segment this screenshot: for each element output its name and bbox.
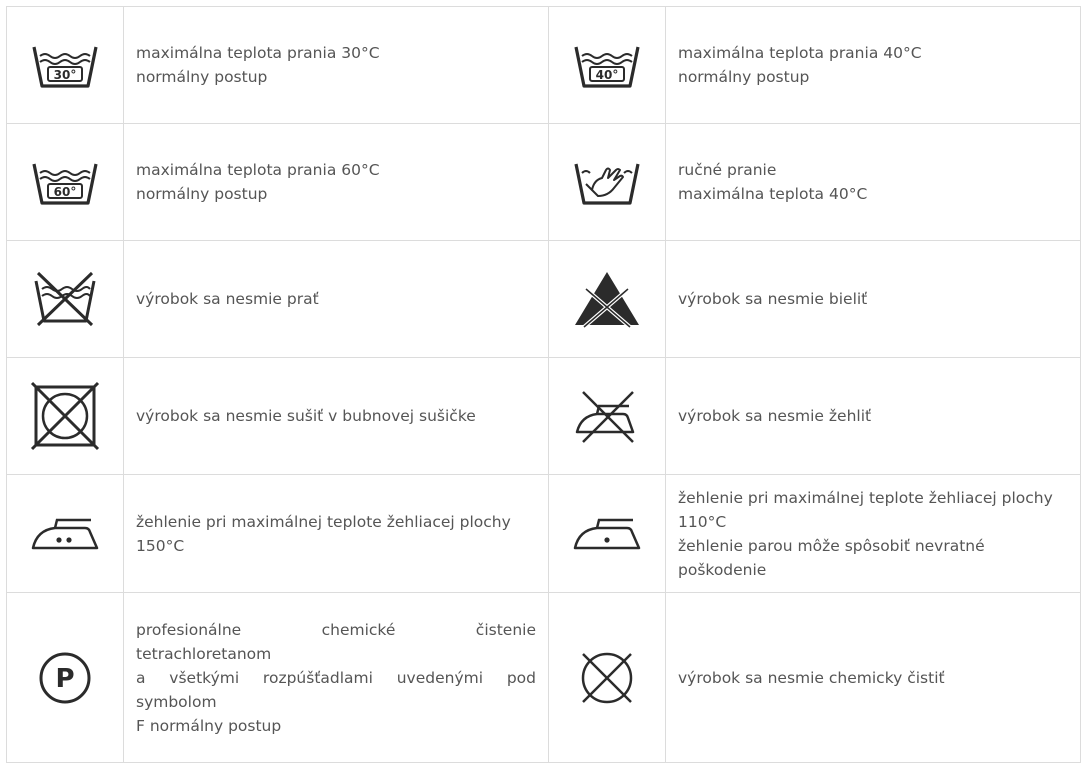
- iron-two-dots-icon: [29, 514, 101, 554]
- icon-cell: [7, 124, 124, 241]
- description-cell: [124, 7, 549, 124]
- description-line: výrobok sa nesmie prať: [136, 290, 319, 308]
- description-cell: [666, 7, 1081, 124]
- description-line: profesionálne chemické čistenie: [136, 620, 536, 639]
- description-line: symbolom: [136, 692, 217, 711]
- description-line: maximálna teplota 40°C: [678, 185, 868, 203]
- description-line: normálny postup: [678, 68, 810, 86]
- icon-cell: [549, 593, 666, 763]
- description-cell: [124, 124, 549, 241]
- svg-text:30°: 30°: [53, 68, 77, 82]
- icon-cell: [7, 358, 124, 475]
- table-row: [7, 358, 1081, 475]
- icon-cell: [7, 475, 124, 593]
- wash-30-icon: [30, 39, 100, 91]
- description-cell: [124, 475, 549, 593]
- iron-one-dot-icon: [571, 514, 643, 554]
- description-line: tetrachloretanom: [136, 644, 272, 663]
- table-row: [7, 7, 1081, 124]
- table-row: [7, 124, 1081, 241]
- wash-40-icon: [572, 39, 642, 91]
- do-not-bleach-icon: [572, 269, 642, 329]
- description-cell: [666, 241, 1081, 358]
- description-line: žehlenie pri maximálnej teplote žehliacej plochy 110°C: [678, 488, 1053, 531]
- table-row: [7, 475, 1081, 593]
- icon-cell: [549, 475, 666, 593]
- description-cell: [124, 593, 549, 763]
- description-line: výrobok sa nesmie chemicky čistiť: [678, 668, 945, 687]
- icon-cell: [549, 241, 666, 358]
- description-line: maximálna teplota prania 60°C: [136, 161, 380, 179]
- table-row: [7, 593, 1081, 763]
- icon-cell: [549, 124, 666, 241]
- description-cell: [124, 358, 549, 475]
- description-cell: [666, 358, 1081, 475]
- description-line: a všetkými rozpúšťadlami uvedenými pod: [136, 668, 536, 687]
- table-row: [7, 241, 1081, 358]
- do-not-tumble-dry-icon: [30, 381, 100, 451]
- description-line: maximálna teplota prania 40°C: [678, 44, 922, 62]
- hand-wash-icon: [572, 156, 642, 208]
- do-not-dry-clean-icon: [577, 648, 637, 708]
- icon-cell: [549, 7, 666, 124]
- description-line: žehlenie pri maximálnej teplote žehliacej plochy 150°C: [136, 512, 511, 555]
- description-cell: [666, 124, 1081, 241]
- description-line: žehlenie parou môže spôsobiť nevratné poškodenie: [678, 536, 985, 579]
- description-line: výrobok sa nesmie sušiť v bubnovej sušičke: [136, 407, 476, 425]
- do-not-iron-icon: [571, 386, 643, 446]
- icon-cell: [7, 241, 124, 358]
- svg-text:60°: 60°: [53, 185, 77, 199]
- description-line: F normálny postup: [136, 716, 282, 735]
- icon-cell: [7, 593, 124, 763]
- description-line: maximálna teplota prania 30°C: [136, 44, 380, 62]
- description-cell: [666, 593, 1081, 763]
- wash-60-icon: [30, 156, 100, 208]
- do-not-wash-icon: [30, 269, 100, 329]
- icon-cell: [7, 7, 124, 124]
- description-line: normálny postup: [136, 68, 268, 86]
- description-line: ručné pranie: [678, 161, 777, 179]
- dry-clean-p-icon: [37, 650, 93, 706]
- description-line: normálny postup: [136, 185, 268, 203]
- care-symbols-table: [6, 6, 1081, 763]
- svg-text:P: P: [55, 663, 75, 694]
- description-cell: [666, 475, 1081, 593]
- svg-text:40°: 40°: [595, 68, 619, 82]
- description-line: výrobok sa nesmie žehliť: [678, 407, 872, 425]
- description-cell: [124, 241, 549, 358]
- description-line: výrobok sa nesmie bieliť: [678, 290, 868, 308]
- icon-cell: [549, 358, 666, 475]
